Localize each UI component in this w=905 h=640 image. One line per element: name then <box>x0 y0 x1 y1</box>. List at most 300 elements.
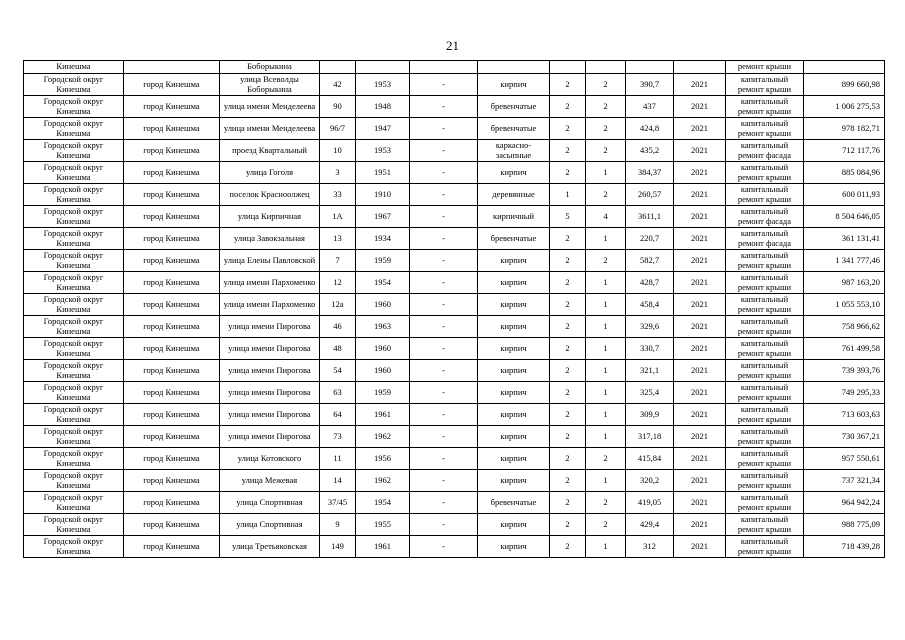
cell-street: улица имени Пирогова <box>220 338 320 360</box>
cell-cost: 885 084,96 <box>804 162 885 184</box>
cell-cost: 737 321,34 <box>804 470 885 492</box>
cell-entrances: 1 <box>586 338 626 360</box>
cell-work: капитальный ремонт крыши <box>726 184 804 206</box>
cell-house: 63 <box>320 382 356 404</box>
cell-house: 96/7 <box>320 118 356 140</box>
table-row <box>24 272 885 294</box>
cell-reconstruction: - <box>410 96 478 118</box>
cell-year: 1962 <box>356 426 410 448</box>
cell-entrances: 1 <box>586 382 626 404</box>
cell-year: 1959 <box>356 382 410 404</box>
cell-city: город Кинешма <box>124 206 220 228</box>
table-row <box>24 338 885 360</box>
cell-reconstruction: - <box>410 338 478 360</box>
cell-plan-year: 2021 <box>674 404 726 426</box>
cell-district: Городской округ Кинешма <box>24 514 124 536</box>
cell-reconstruction: - <box>410 492 478 514</box>
cell-district: Городской округ Кинешма <box>24 294 124 316</box>
cell-cost: 718 439,28 <box>804 536 885 558</box>
cell-area: 312 <box>626 536 674 558</box>
cell-district: Городской округ Кинешма <box>24 272 124 294</box>
cell-wall: кирпич <box>478 382 550 404</box>
cell-city: город Кинешма <box>124 360 220 382</box>
cell-area: 435,2 <box>626 140 674 162</box>
cell-work: капитальный ремонт фасада <box>726 228 804 250</box>
cell-wall: кирпич <box>478 272 550 294</box>
cell-reconstruction: - <box>410 514 478 536</box>
cell-reconstruction: - <box>410 448 478 470</box>
cell-street: улица Елены Павловской <box>220 250 320 272</box>
cell-floors: 2 <box>550 492 586 514</box>
cell-wall: кирпич <box>478 514 550 536</box>
cell-district: Городской округ Кинешма <box>24 250 124 272</box>
cell-floors: 2 <box>550 96 586 118</box>
cell-plan-year: 2021 <box>674 536 726 558</box>
cell-district: Городской округ Кинешма <box>24 492 124 514</box>
cell-year: 1963 <box>356 316 410 338</box>
table-row <box>24 228 885 250</box>
table-row <box>24 184 885 206</box>
cell-wall: кирпич <box>478 426 550 448</box>
cell-plan-year: 2021 <box>674 228 726 250</box>
table-row <box>24 96 885 118</box>
cell-wall: кирпич <box>478 74 550 96</box>
cell-plan-year: 2021 <box>674 140 726 162</box>
cell-reconstruction: - <box>410 250 478 272</box>
cell-street: улица имени Пирогова <box>220 360 320 382</box>
cell-house: 12 <box>320 272 356 294</box>
cell-floors: 2 <box>550 470 586 492</box>
cell-work: капитальный ремонт крыши <box>726 426 804 448</box>
cell-plan-year <box>674 61 726 74</box>
cell-district: Городской округ Кинешма <box>24 338 124 360</box>
cell-area: 424,8 <box>626 118 674 140</box>
cell-city: город Кинешма <box>124 448 220 470</box>
cell-street: улица Третьяковская <box>220 536 320 558</box>
cell-street: улица Котовского <box>220 448 320 470</box>
table-row <box>24 206 885 228</box>
cell-year: 1959 <box>356 250 410 272</box>
cell-area: 582,7 <box>626 250 674 272</box>
cell-floors: 2 <box>550 162 586 184</box>
cell-work: капитальный ремонт крыши <box>726 250 804 272</box>
cell-work: капитальный ремонт фасада <box>726 140 804 162</box>
cell-entrances: 2 <box>586 74 626 96</box>
cell-street: улица Всеволды Боборыкина <box>220 74 320 96</box>
cell-area: 437 <box>626 96 674 118</box>
cell-city: город Кинешма <box>124 470 220 492</box>
cell-work: капитальный ремонт крыши <box>726 536 804 558</box>
cell-floors: 2 <box>550 382 586 404</box>
cell-wall: кирпич <box>478 294 550 316</box>
table-row <box>24 316 885 338</box>
cell-plan-year: 2021 <box>674 74 726 96</box>
cell-year: 1951 <box>356 162 410 184</box>
cell-area <box>626 61 674 74</box>
cell-area: 309,9 <box>626 404 674 426</box>
cell-cost: 978 182,71 <box>804 118 885 140</box>
table-row <box>24 162 885 184</box>
cell-street: улица Гоголя <box>220 162 320 184</box>
table-row <box>24 470 885 492</box>
cell-year: 1934 <box>356 228 410 250</box>
cell-reconstruction: - <box>410 184 478 206</box>
cell-entrances: 2 <box>586 250 626 272</box>
cell-cost: 713 603,63 <box>804 404 885 426</box>
cell-wall: кирпич <box>478 536 550 558</box>
cell-city: город Кинешма <box>124 316 220 338</box>
cell-plan-year: 2021 <box>674 96 726 118</box>
cell-house: 7 <box>320 250 356 272</box>
cell-wall: бревенчатые <box>478 118 550 140</box>
cell-floors: 1 <box>550 184 586 206</box>
cell-floors <box>550 61 586 74</box>
cell-floors: 2 <box>550 536 586 558</box>
cell-house: 64 <box>320 404 356 426</box>
cell-year: 1961 <box>356 536 410 558</box>
cell-wall: кирпич <box>478 470 550 492</box>
cell-work: капитальный ремонт крыши <box>726 294 804 316</box>
cell-house: 37/45 <box>320 492 356 514</box>
cell-plan-year: 2021 <box>674 382 726 404</box>
cell-house: 73 <box>320 426 356 448</box>
cell-plan-year: 2021 <box>674 426 726 448</box>
cell-street: улица имени Пирогова <box>220 426 320 448</box>
cell-reconstruction: - <box>410 118 478 140</box>
cell-wall: кирпич <box>478 404 550 426</box>
cell-work: капитальный ремонт крыши <box>726 404 804 426</box>
cell-house: 54 <box>320 360 356 382</box>
cell-district: Кинешма <box>24 61 124 74</box>
cell-entrances: 2 <box>586 448 626 470</box>
cell-plan-year: 2021 <box>674 338 726 360</box>
cell-plan-year: 2021 <box>674 294 726 316</box>
table-row <box>24 250 885 272</box>
cell-house: 46 <box>320 316 356 338</box>
cell-street: улица имени Пархоменко <box>220 272 320 294</box>
housing-registry-table <box>23 60 885 558</box>
cell-house: 42 <box>320 74 356 96</box>
cell-street: улица имени Пирогова <box>220 382 320 404</box>
cell-year: 1947 <box>356 118 410 140</box>
cell-area: 390,7 <box>626 74 674 96</box>
cell-city: город Кинешма <box>124 492 220 514</box>
cell-area: 325,4 <box>626 382 674 404</box>
table-row-continuation <box>24 61 885 74</box>
cell-floors: 2 <box>550 228 586 250</box>
table-row <box>24 514 885 536</box>
cell-area: 384,37 <box>626 162 674 184</box>
cell-city: город Кинешма <box>124 294 220 316</box>
cell-area: 317,18 <box>626 426 674 448</box>
table-row <box>24 382 885 404</box>
cell-floors: 2 <box>550 74 586 96</box>
cell-entrances: 1 <box>586 316 626 338</box>
cell-plan-year: 2021 <box>674 272 726 294</box>
cell-plan-year: 2021 <box>674 250 726 272</box>
cell-city: город Кинешма <box>124 184 220 206</box>
cell-city: город Кинешма <box>124 140 220 162</box>
cell-entrances: 1 <box>586 162 626 184</box>
cell-district: Городской округ Кинешма <box>24 162 124 184</box>
cell-year: 1960 <box>356 338 410 360</box>
cell-reconstruction: - <box>410 74 478 96</box>
cell-house: 3 <box>320 162 356 184</box>
cell-floors: 2 <box>550 404 586 426</box>
cell-city: город Кинешма <box>124 272 220 294</box>
cell-work: капитальный ремонт крыши <box>726 96 804 118</box>
cell-entrances: 1 <box>586 404 626 426</box>
cell-street: улица имени Менделеева <box>220 96 320 118</box>
cell-wall: кирпич <box>478 162 550 184</box>
cell-work: капитальный ремонт крыши <box>726 382 804 404</box>
cell-entrances: 1 <box>586 360 626 382</box>
cell-entrances: 1 <box>586 426 626 448</box>
cell-work: капитальный ремонт крыши <box>726 118 804 140</box>
cell-reconstruction: - <box>410 470 478 492</box>
table-row <box>24 294 885 316</box>
cell-cost: 712 117,76 <box>804 140 885 162</box>
cell-street: улица имени Менделеева <box>220 118 320 140</box>
cell-house: 13 <box>320 228 356 250</box>
cell-cost: 1 341 777,46 <box>804 250 885 272</box>
cell-entrances: 2 <box>586 492 626 514</box>
cell-plan-year: 2021 <box>674 514 726 536</box>
cell-street: улица имени Пархоменко <box>220 294 320 316</box>
cell-cost: 987 163,20 <box>804 272 885 294</box>
cell-cost: 988 775,09 <box>804 514 885 536</box>
cell-year <box>356 61 410 74</box>
cell-area: 419,05 <box>626 492 674 514</box>
cell-reconstruction: - <box>410 206 478 228</box>
cell-area: 429,4 <box>626 514 674 536</box>
table-row <box>24 448 885 470</box>
cell-district: Городской округ Кинешма <box>24 382 124 404</box>
cell-entrances: 1 <box>586 536 626 558</box>
cell-year: 1953 <box>356 74 410 96</box>
cell-work: капитальный ремонт крыши <box>726 338 804 360</box>
cell-area: 260,57 <box>626 184 674 206</box>
cell-reconstruction: - <box>410 272 478 294</box>
cell-reconstruction: - <box>410 536 478 558</box>
cell-house: 11 <box>320 448 356 470</box>
cell-year: 1962 <box>356 470 410 492</box>
cell-plan-year: 2021 <box>674 360 726 382</box>
cell-street: улица Завокзальная <box>220 228 320 250</box>
cell-district: Городской округ Кинешма <box>24 96 124 118</box>
cell-entrances: 1 <box>586 228 626 250</box>
table-body <box>24 61 885 558</box>
cell-floors: 5 <box>550 206 586 228</box>
cell-floors: 2 <box>550 514 586 536</box>
cell-cost: 761 499,58 <box>804 338 885 360</box>
cell-area: 330,7 <box>626 338 674 360</box>
cell-plan-year: 2021 <box>674 492 726 514</box>
cell-work: капитальный ремонт крыши <box>726 272 804 294</box>
cell-reconstruction: - <box>410 382 478 404</box>
cell-city: город Кинешма <box>124 96 220 118</box>
cell-district: Городской округ Кинешма <box>24 426 124 448</box>
cell-district: Городской округ Кинешма <box>24 228 124 250</box>
cell-floors: 2 <box>550 294 586 316</box>
table-row <box>24 74 885 96</box>
cell-wall: кирпич <box>478 316 550 338</box>
cell-reconstruction: - <box>410 228 478 250</box>
cell-reconstruction: - <box>410 404 478 426</box>
cell-entrances: 4 <box>586 206 626 228</box>
cell-cost <box>804 61 885 74</box>
cell-floors: 2 <box>550 316 586 338</box>
cell-street: улица имени Пирогова <box>220 404 320 426</box>
cell-work: капитальный ремонт крыши <box>726 492 804 514</box>
cell-floors: 2 <box>550 272 586 294</box>
table-row <box>24 426 885 448</box>
cell-wall: каркасно-засыпные <box>478 140 550 162</box>
cell-floors: 2 <box>550 140 586 162</box>
cell-cost: 361 131,41 <box>804 228 885 250</box>
cell-plan-year: 2021 <box>674 470 726 492</box>
cell-year: 1948 <box>356 96 410 118</box>
cell-house <box>320 61 356 74</box>
cell-floors: 2 <box>550 448 586 470</box>
cell-floors: 2 <box>550 118 586 140</box>
cell-floors: 2 <box>550 338 586 360</box>
cell-plan-year: 2021 <box>674 448 726 470</box>
page-number: 21 <box>446 38 459 53</box>
cell-entrances: 2 <box>586 514 626 536</box>
cell-city: город Кинешма <box>124 382 220 404</box>
cell-wall: кирпич <box>478 338 550 360</box>
cell-district: Городской округ Кинешма <box>24 140 124 162</box>
cell-house: 10 <box>320 140 356 162</box>
cell-cost: 899 660,98 <box>804 74 885 96</box>
cell-house: 48 <box>320 338 356 360</box>
cell-entrances: 2 <box>586 96 626 118</box>
cell-city: город Кинешма <box>124 514 220 536</box>
cell-cost: 1 006 275,53 <box>804 96 885 118</box>
cell-house: 14 <box>320 470 356 492</box>
cell-district: Городской округ Кинешма <box>24 404 124 426</box>
cell-city: город Кинешма <box>124 404 220 426</box>
cell-street: улица Межевая <box>220 470 320 492</box>
cell-reconstruction: - <box>410 316 478 338</box>
cell-work: ремонт крыши <box>726 61 804 74</box>
cell-reconstruction: - <box>410 162 478 184</box>
cell-house: 149 <box>320 536 356 558</box>
cell-entrances: 1 <box>586 272 626 294</box>
cell-work: капитальный ремонт крыши <box>726 316 804 338</box>
cell-area: 220,7 <box>626 228 674 250</box>
cell-work: капитальный ремонт крыши <box>726 162 804 184</box>
cell-plan-year: 2021 <box>674 316 726 338</box>
cell-reconstruction <box>410 61 478 74</box>
cell-street: проезд Квартальный <box>220 140 320 162</box>
cell-house: 9 <box>320 514 356 536</box>
cell-street: улица Спортивная <box>220 514 320 536</box>
cell-year: 1910 <box>356 184 410 206</box>
cell-year: 1953 <box>356 140 410 162</box>
cell-work: капитальный ремонт крыши <box>726 360 804 382</box>
cell-floors: 2 <box>550 250 586 272</box>
cell-plan-year: 2021 <box>674 184 726 206</box>
cell-house: 90 <box>320 96 356 118</box>
cell-area: 329,6 <box>626 316 674 338</box>
cell-year: 1955 <box>356 514 410 536</box>
cell-entrances <box>586 61 626 74</box>
cell-area: 320,2 <box>626 470 674 492</box>
cell-wall: кирпич <box>478 250 550 272</box>
cell-area: 458,4 <box>626 294 674 316</box>
cell-work: капитальный ремонт крыши <box>726 448 804 470</box>
cell-city: город Кинешма <box>124 426 220 448</box>
cell-street: Боборыкина <box>220 61 320 74</box>
cell-year: 1954 <box>356 272 410 294</box>
cell-cost: 964 942,24 <box>804 492 885 514</box>
cell-reconstruction: - <box>410 426 478 448</box>
cell-entrances: 2 <box>586 118 626 140</box>
cell-work: капитальный ремонт крыши <box>726 470 804 492</box>
cell-city: город Кинешма <box>124 338 220 360</box>
cell-year: 1960 <box>356 360 410 382</box>
cell-reconstruction: - <box>410 294 478 316</box>
cell-wall: кирпич <box>478 360 550 382</box>
cell-city: город Кинешма <box>124 74 220 96</box>
cell-city <box>124 61 220 74</box>
cell-city: город Кинешма <box>124 118 220 140</box>
table-row <box>24 492 885 514</box>
cell-district: Городской округ Кинешма <box>24 448 124 470</box>
cell-year: 1961 <box>356 404 410 426</box>
table-row <box>24 404 885 426</box>
cell-district: Городской округ Кинешма <box>24 206 124 228</box>
cell-year: 1960 <box>356 294 410 316</box>
cell-city: город Кинешма <box>124 228 220 250</box>
cell-cost: 600 011,93 <box>804 184 885 206</box>
cell-district: Городской округ Кинешма <box>24 184 124 206</box>
cell-wall: деревянные <box>478 184 550 206</box>
cell-plan-year: 2021 <box>674 206 726 228</box>
table-row <box>24 140 885 162</box>
cell-street: поселок Красноолжец <box>220 184 320 206</box>
cell-wall <box>478 61 550 74</box>
cell-entrances: 1 <box>586 294 626 316</box>
cell-street: улица имени Пирогова <box>220 316 320 338</box>
cell-wall: бревенчатые <box>478 492 550 514</box>
cell-district: Городской округ Кинешма <box>24 118 124 140</box>
table-row <box>24 536 885 558</box>
cell-house: 12а <box>320 294 356 316</box>
cell-cost: 739 393,76 <box>804 360 885 382</box>
cell-year: 1956 <box>356 448 410 470</box>
cell-area: 415,84 <box>626 448 674 470</box>
cell-house: 33 <box>320 184 356 206</box>
cell-house: 1А <box>320 206 356 228</box>
cell-entrances: 2 <box>586 140 626 162</box>
cell-plan-year: 2021 <box>674 118 726 140</box>
cell-district: Городской округ Кинешма <box>24 360 124 382</box>
cell-district: Городской округ Кинешма <box>24 536 124 558</box>
cell-work: капитальный ремонт крыши <box>726 74 804 96</box>
cell-cost: 1 055 553,10 <box>804 294 885 316</box>
cell-area: 321,1 <box>626 360 674 382</box>
cell-year: 1954 <box>356 492 410 514</box>
cell-area: 3611,1 <box>626 206 674 228</box>
cell-floors: 2 <box>550 360 586 382</box>
cell-reconstruction: - <box>410 360 478 382</box>
cell-work: капитальный ремонт фасада <box>726 206 804 228</box>
cell-cost: 749 295,33 <box>804 382 885 404</box>
cell-city: город Кинешма <box>124 162 220 184</box>
